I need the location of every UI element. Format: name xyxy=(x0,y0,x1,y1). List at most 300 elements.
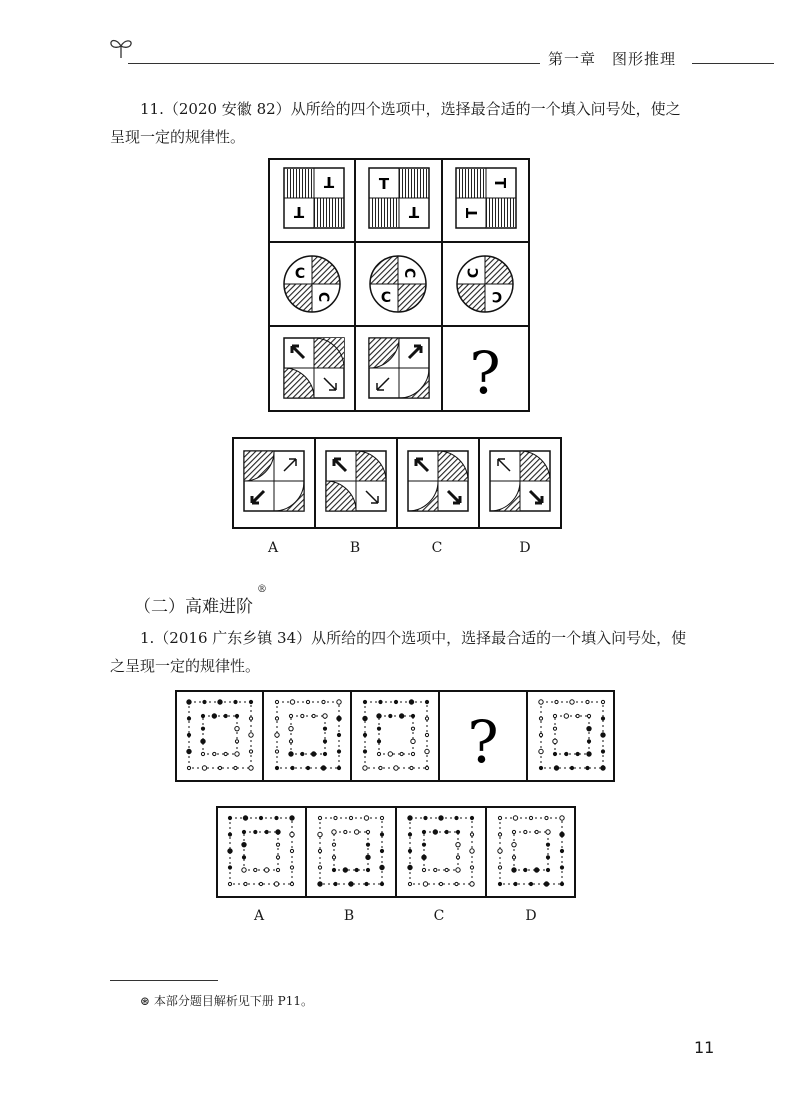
header-rule-left xyxy=(128,63,540,64)
dot-node xyxy=(254,830,257,833)
dot-node xyxy=(228,866,231,869)
matrix-r3c2 xyxy=(369,338,429,398)
dot-node xyxy=(470,816,473,819)
dot-node xyxy=(275,766,278,769)
dot-node xyxy=(423,882,427,886)
dot-node xyxy=(235,752,239,756)
dot-node xyxy=(546,843,549,846)
dot-node xyxy=(439,816,443,820)
dot-node xyxy=(380,833,383,836)
dot-node xyxy=(187,749,191,753)
dot-node xyxy=(244,882,247,885)
q1-option-label-b: B xyxy=(343,908,355,924)
dotted-square xyxy=(410,818,472,884)
dot-node xyxy=(560,832,564,836)
dot-node xyxy=(544,882,548,886)
dot-node xyxy=(553,739,557,743)
dot-node xyxy=(337,750,340,753)
dot-node xyxy=(235,714,238,717)
dot-node xyxy=(576,714,579,717)
dot-node xyxy=(498,882,501,885)
dot-node xyxy=(377,740,380,743)
dot-node xyxy=(259,882,262,885)
dot-node xyxy=(422,830,425,833)
dot-node xyxy=(408,849,411,852)
dot-node xyxy=(601,700,604,703)
dot-node xyxy=(187,700,191,704)
dot-node xyxy=(377,714,381,718)
svg-text:T: T xyxy=(293,203,305,221)
dot-node xyxy=(408,833,411,836)
dot-node xyxy=(498,816,501,819)
question-11-matrix xyxy=(268,158,530,412)
dot-node xyxy=(337,733,340,736)
dot-node xyxy=(265,830,268,833)
dot-node xyxy=(470,866,473,869)
dot-node xyxy=(234,700,237,703)
dot-node xyxy=(337,716,341,720)
dot-node xyxy=(249,700,252,703)
dot-node xyxy=(264,868,268,872)
dot-node xyxy=(529,816,532,819)
dot-node xyxy=(228,833,231,836)
dot-node xyxy=(553,714,556,717)
q1-option-a-figure xyxy=(228,816,294,886)
dot-node xyxy=(366,868,369,871)
matrix-r2c3 xyxy=(457,256,513,312)
dot-node xyxy=(379,766,382,769)
dot-node xyxy=(399,714,403,718)
dotted-square xyxy=(424,832,458,870)
dot-node xyxy=(332,856,335,859)
dot-node xyxy=(512,842,516,846)
dot-node xyxy=(379,700,382,703)
dot-node xyxy=(539,766,542,769)
dot-node xyxy=(201,714,204,717)
q11-option-label-a: A xyxy=(267,540,279,556)
dot-node xyxy=(470,833,473,836)
dot-node xyxy=(290,849,293,852)
dot-node xyxy=(539,717,542,720)
dot-node xyxy=(289,752,293,756)
dot-node xyxy=(276,843,279,846)
dot-node xyxy=(560,849,563,852)
dot-node xyxy=(411,727,414,730)
dot-node xyxy=(434,868,437,871)
dot-node xyxy=(322,700,325,703)
svg-text:T: T xyxy=(491,177,509,189)
dot-node xyxy=(318,882,322,886)
dot-node xyxy=(290,816,294,820)
q11-option-label-b: B xyxy=(349,540,361,556)
dotted-square xyxy=(334,832,368,870)
dot-node xyxy=(524,868,527,871)
dot-node xyxy=(445,830,448,833)
dot-node xyxy=(332,830,336,834)
header-rule-right xyxy=(692,63,774,64)
dot-node xyxy=(290,882,293,885)
dot-node xyxy=(306,700,309,703)
dot-node xyxy=(224,714,227,717)
dot-node xyxy=(560,816,564,820)
dot-node xyxy=(553,752,556,755)
dot-node xyxy=(312,714,315,717)
q1-option-c-figure xyxy=(408,816,474,886)
dot-node xyxy=(213,752,216,755)
dot-node xyxy=(565,752,568,755)
dot-node xyxy=(455,816,458,819)
dot-node xyxy=(334,882,337,885)
dot-node xyxy=(291,766,294,769)
dot-node xyxy=(249,733,253,737)
dot-node xyxy=(332,868,335,871)
dot-node xyxy=(425,733,428,736)
dot-node xyxy=(411,752,414,755)
dot-node xyxy=(290,700,294,704)
dot-node xyxy=(234,766,237,769)
dot-node xyxy=(202,766,206,770)
dot-node xyxy=(343,868,347,872)
dot-node xyxy=(587,726,591,730)
dot-node xyxy=(539,749,543,753)
q1-option-label-a: A xyxy=(253,908,265,924)
svg-text:T: T xyxy=(378,175,390,193)
dot-node xyxy=(275,717,278,720)
dot-node xyxy=(289,726,293,730)
dot-node xyxy=(249,750,252,753)
dot-node xyxy=(212,714,216,718)
option-c-figure xyxy=(408,451,468,511)
dot-node xyxy=(546,868,549,871)
dot-node xyxy=(365,882,368,885)
dot-node xyxy=(587,752,591,756)
dot-node xyxy=(321,766,325,770)
dot-node xyxy=(276,830,280,834)
dot-node xyxy=(337,766,340,769)
matrix-question-mark: ? xyxy=(469,339,501,407)
dot-node xyxy=(366,855,370,859)
dot-node xyxy=(380,882,383,885)
dot-node xyxy=(498,833,501,836)
dot-node xyxy=(560,866,563,869)
dot-node xyxy=(201,727,204,730)
sequence-figure-3 xyxy=(363,700,429,770)
dot-node xyxy=(410,766,413,769)
dot-node xyxy=(354,830,358,834)
dotted-square xyxy=(291,716,325,754)
dot-node xyxy=(456,868,460,872)
question-11-line2: 呈现一定的规律性。 xyxy=(110,128,246,146)
dot-node xyxy=(498,866,501,869)
dot-node xyxy=(601,733,605,737)
dot-node xyxy=(524,830,527,833)
dotted-square xyxy=(320,818,382,884)
dot-node xyxy=(332,843,335,846)
dot-node xyxy=(290,832,294,836)
dot-node xyxy=(235,740,238,743)
dot-node xyxy=(513,816,517,820)
dot-node xyxy=(363,750,366,753)
dot-node xyxy=(545,816,548,819)
dot-node xyxy=(242,856,245,859)
dot-node xyxy=(275,733,279,737)
dot-node xyxy=(422,843,425,846)
dot-node xyxy=(218,766,221,769)
dot-node xyxy=(498,849,502,853)
dot-node xyxy=(512,856,515,859)
option-a-figure xyxy=(244,451,304,511)
svg-text:C: C xyxy=(380,290,392,306)
sequence-figure-1 xyxy=(187,700,253,770)
footnote-rule xyxy=(110,980,218,981)
dot-node xyxy=(409,700,413,704)
dot-node xyxy=(400,752,403,755)
svg-text:C: C xyxy=(466,267,482,279)
dot-node xyxy=(318,816,321,819)
option-d-figure xyxy=(490,451,550,511)
question-1-options xyxy=(216,806,576,898)
dot-node xyxy=(254,868,257,871)
dot-node xyxy=(228,816,231,819)
question-1-line2: 之呈现一定的规律性。 xyxy=(110,657,261,675)
dot-node xyxy=(228,849,232,853)
dot-node xyxy=(539,733,542,736)
sequence-figure-5 xyxy=(539,700,605,770)
dot-node xyxy=(394,700,397,703)
dot-node xyxy=(290,866,293,869)
matrix-r1c2 xyxy=(369,168,429,228)
dot-node xyxy=(546,856,549,859)
dot-node xyxy=(366,830,369,833)
dot-node xyxy=(470,849,474,853)
dot-node xyxy=(275,700,278,703)
dot-node xyxy=(242,842,246,846)
dot-node xyxy=(570,700,574,704)
dot-node xyxy=(424,816,427,819)
svg-text:C: C xyxy=(491,288,503,304)
dotted-square xyxy=(203,716,237,754)
q1-option-label-d: D xyxy=(525,908,537,924)
dot-node xyxy=(377,752,380,755)
dotted-square xyxy=(244,832,278,870)
dot-node xyxy=(364,816,368,820)
footnote-text: ⊛ 本部分题目解析见下册 P11。 xyxy=(140,994,314,1008)
dot-node xyxy=(377,727,380,730)
dot-node xyxy=(601,766,605,770)
dot-node xyxy=(554,766,558,770)
dot-node xyxy=(587,740,590,743)
dot-node xyxy=(318,832,322,836)
dot-node xyxy=(422,855,426,859)
dot-node xyxy=(187,766,190,769)
dot-node xyxy=(456,830,459,833)
dot-node xyxy=(242,830,245,833)
dot-node xyxy=(323,752,326,755)
svg-text:T: T xyxy=(463,207,481,219)
dot-node xyxy=(363,700,366,703)
matrix-r1c3 xyxy=(456,168,516,228)
dot-node xyxy=(514,882,517,885)
dotted-square xyxy=(189,702,251,768)
q11-option-label-d: D xyxy=(519,540,531,556)
dot-node xyxy=(380,849,383,852)
dot-node xyxy=(456,856,459,859)
dot-node xyxy=(422,868,425,871)
dot-node xyxy=(334,816,337,819)
dot-node xyxy=(380,816,383,819)
dot-node xyxy=(380,865,384,869)
dotted-square xyxy=(541,702,603,768)
dot-node xyxy=(201,752,204,755)
matrix-r2c2 xyxy=(370,256,426,312)
dot-node xyxy=(411,714,414,717)
sequence-figure-2 xyxy=(275,700,341,770)
dot-node xyxy=(439,882,442,885)
dot-node xyxy=(366,843,369,846)
dot-node xyxy=(242,868,246,872)
dot-node xyxy=(529,882,532,885)
dot-node xyxy=(289,740,292,743)
sprout-icon-svg xyxy=(108,34,134,60)
dot-node xyxy=(249,766,253,770)
dot-node xyxy=(586,766,589,769)
dot-node xyxy=(187,717,190,720)
dot-node xyxy=(425,717,428,720)
dot-node xyxy=(274,882,278,886)
dot-node xyxy=(455,882,458,885)
svg-text:C: C xyxy=(315,291,331,303)
dot-node xyxy=(344,830,347,833)
dot-node xyxy=(601,717,604,720)
dot-node xyxy=(349,882,353,886)
q11-option-label-c: C xyxy=(431,540,443,556)
page-number: 11 xyxy=(694,1038,715,1057)
dot-node xyxy=(433,830,437,834)
dot-node xyxy=(408,816,412,820)
dot-node xyxy=(411,739,415,743)
dot-node xyxy=(564,714,568,718)
dot-node xyxy=(363,733,366,736)
dot-node xyxy=(445,868,448,871)
dot-node xyxy=(337,700,341,704)
dot-node xyxy=(306,766,309,769)
dot-node xyxy=(218,700,222,704)
dot-node xyxy=(349,816,352,819)
sprout-icon xyxy=(108,34,134,60)
dotted-square xyxy=(230,818,292,884)
dot-node xyxy=(318,849,321,852)
question-11-options xyxy=(232,437,562,529)
matrix-r1c1 xyxy=(284,168,344,228)
dot-node xyxy=(389,714,392,717)
dot-node xyxy=(546,830,550,834)
dot-node xyxy=(408,865,412,869)
dot-node xyxy=(534,868,538,872)
dot-node xyxy=(228,882,231,885)
dot-node xyxy=(512,830,515,833)
svg-text:C: C xyxy=(294,266,306,282)
dot-node xyxy=(275,816,278,819)
dot-node xyxy=(289,714,292,717)
section-title: （二）高难进阶 xyxy=(134,597,253,617)
dot-node xyxy=(311,752,315,756)
question-1-sequence xyxy=(175,690,615,782)
dotted-square xyxy=(555,716,589,754)
dot-node xyxy=(259,816,262,819)
dot-node xyxy=(363,716,367,720)
dot-node xyxy=(276,868,279,871)
dot-node xyxy=(275,750,278,753)
dotted-square xyxy=(514,832,548,870)
section-marker: ® xyxy=(257,584,267,595)
dot-node xyxy=(276,856,279,859)
q1-option-b-figure xyxy=(318,816,384,886)
question-11-line1: 11.（2020 安徽 82）从所给的四个选项中，选择最合适的一个填入问号处，使之 xyxy=(140,100,681,118)
dot-node xyxy=(323,740,326,743)
dot-node xyxy=(355,868,358,871)
dot-node xyxy=(535,830,538,833)
dot-node xyxy=(201,739,205,743)
dot-node xyxy=(425,700,428,703)
dot-node xyxy=(425,749,429,753)
dot-node xyxy=(587,714,590,717)
dot-node xyxy=(203,700,206,703)
dot-node xyxy=(301,714,304,717)
svg-text:T: T xyxy=(408,203,420,221)
dot-node xyxy=(425,766,428,769)
dot-node xyxy=(586,700,589,703)
q1-option-d-figure xyxy=(498,816,564,886)
dotted-square xyxy=(379,716,413,754)
dot-node xyxy=(555,700,558,703)
option-b-figure xyxy=(326,451,386,511)
dot-node xyxy=(512,868,516,872)
matrix-r3c1 xyxy=(284,338,344,398)
dot-node xyxy=(576,752,579,755)
dotted-square xyxy=(500,818,562,884)
dot-node xyxy=(470,882,474,886)
dot-node xyxy=(318,866,321,869)
dot-node xyxy=(249,717,252,720)
q1-option-label-c: C xyxy=(433,908,445,924)
sequence-question-mark: ? xyxy=(467,708,499,776)
dot-node xyxy=(323,714,327,718)
matrix-r2c1 xyxy=(284,256,340,312)
dot-node xyxy=(243,816,247,820)
dot-node xyxy=(235,726,239,730)
dot-node xyxy=(553,727,556,730)
dot-node xyxy=(388,752,392,756)
dot-node xyxy=(408,882,411,885)
dot-node xyxy=(456,842,460,846)
dot-node xyxy=(187,733,190,736)
dot-node xyxy=(560,882,563,885)
dot-node xyxy=(323,727,326,730)
dotted-square xyxy=(277,702,339,768)
dot-node xyxy=(224,752,227,755)
svg-text:T: T xyxy=(323,173,335,191)
dotted-square xyxy=(365,702,427,768)
dot-node xyxy=(539,700,543,704)
question-1-line1: 1.（2016 广东乡镇 34）从所给的四个选项中，选择最合适的一个填入问号处，使 xyxy=(140,629,687,647)
dot-node xyxy=(601,750,604,753)
dot-node xyxy=(570,766,573,769)
dot-node xyxy=(301,752,304,755)
dot-node xyxy=(363,766,367,770)
svg-text:C: C xyxy=(401,267,417,279)
chapter-title: 第一章 图形推理 xyxy=(548,50,677,68)
dot-node xyxy=(394,766,398,770)
